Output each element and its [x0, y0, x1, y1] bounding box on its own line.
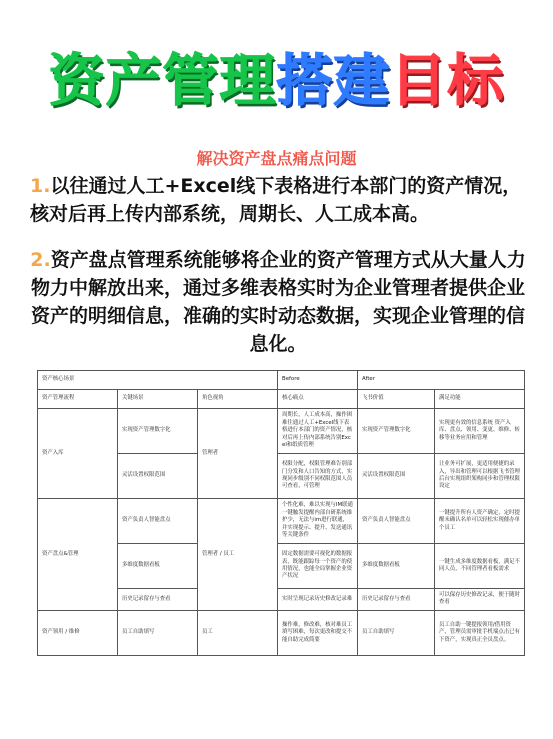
- scene-cell: 实现资产管理数字化: [118, 409, 198, 454]
- point-2: [26, 246, 530, 358]
- pain-cell: 权限分配，权限管理难告别部门分发和人口告知的方式，实现同步级别不同权限范围人员可查看，可管理: [278, 454, 358, 499]
- scene-cell: 多维度数据看板: [118, 544, 198, 589]
- value-cell: 多维度数据看板: [358, 544, 435, 589]
- pain-cell: 操作难，修改难，核对难员工填写困难，每次更改和提交不能自助完成简要: [278, 610, 358, 655]
- group-header-before: Before: [278, 371, 358, 390]
- group-header-scene: 资产核心场景: [38, 371, 278, 390]
- table-row: [38, 610, 525, 655]
- process-cell: 资产入库: [38, 409, 118, 499]
- point-1: [30, 172, 530, 228]
- title-part-goal: 目标: [390, 49, 505, 114]
- pain-cell: 实时呈现记录历史修改记录难: [278, 589, 358, 611]
- point-2-text: 资产盘点管理系统能够将企业的资产管理方式从大量人力物力中解放出来，通过多维表格实时为企业管理者提供企业资产的明细信息，准确的实时动态数据，实现企业管理的信息化。: [30, 249, 526, 355]
- func-cell: 一键提升所有人资产确定，定时提醒未确认名单可以轻松实现催办单个员工: [435, 499, 525, 544]
- role-cell: 管理者 / 员工: [198, 499, 278, 611]
- value-cell: 历史记录留存与查看: [358, 589, 435, 611]
- title-part-asset-management: 资产管理: [48, 49, 277, 114]
- pain-cell: 周期长，人工成本高，操作困难往通过人工+Excel线下表格进行本部门的资产情况，核对后再上传内部系统告别Excel和纸质管理: [278, 409, 358, 454]
- value-cell: 灵活设置权限范围: [358, 454, 435, 499]
- col-header-scene: 关键场景: [118, 390, 198, 409]
- col-header-pain: 核心痛点: [278, 390, 358, 409]
- func-cell: 可以保存历史修改记录，便于随时查看: [435, 589, 525, 611]
- page-title: [0, 50, 553, 114]
- role-cell: 员工: [198, 610, 278, 655]
- value-cell: 资产负责人智能盘点: [358, 499, 435, 544]
- subtitle: 解决资产盘点痛点问题: [196, 149, 357, 168]
- scene-cell: 历史记录留存与查看: [118, 589, 198, 611]
- func-cell: 实现更有效的信息系统 资产入库、盘点、领用、变更、维修、转移等业务应用和管理: [435, 409, 525, 454]
- col-header-value: 飞书价值: [358, 390, 435, 409]
- scene-cell: 资产负责人智能盘点: [118, 499, 198, 544]
- asset-scenario-table: [37, 370, 525, 656]
- table-row: [38, 499, 525, 544]
- title-part-build: 搭建: [276, 49, 391, 114]
- point-2-number: 2.: [30, 249, 51, 271]
- scene-cell: 灵活设置权限范围: [118, 454, 198, 499]
- value-cell: 员工自助填写: [358, 610, 435, 655]
- col-header-process: 资产管理流程: [38, 390, 118, 409]
- func-cell: 一键生成多维度数据看板，满足不同人员，不同管理者看板需求: [435, 544, 525, 589]
- col-header-func: 满足功能: [435, 390, 525, 409]
- func-cell: 员工自助一键提报领用/借用资产，管理员需审批手机端点击已有下资产，实现真正全员盘点。: [435, 610, 525, 655]
- process-cell: 资产盘点&管理: [38, 499, 118, 611]
- group-header-row: [38, 371, 525, 390]
- point-1-number: 1.: [30, 175, 51, 197]
- group-header-after: After: [358, 371, 525, 390]
- value-cell: 实现资产管理数字化: [358, 409, 435, 454]
- scene-cell: 员工自助填写: [118, 610, 198, 655]
- role-cell: 管理者: [198, 409, 278, 499]
- func-cell: 让业务可扩展，更适用便捷的录入，导出和管理可以根据飞书管理后台实现组织架构同步和管理权限设定: [435, 454, 525, 499]
- point-1-text: 以往通过人工+Excel线下表格进行本部门的资产情况，核对后再上传内部系统，周期长、人工成本高。: [30, 175, 522, 225]
- process-cell: 资产领用 / 维修: [38, 610, 118, 655]
- column-header-row: [38, 390, 525, 409]
- pain-cell: 固定数据需要可视化的数据报表，既能跟踪每一个资产的使用情况，也能全局掌握企业资产状况: [278, 544, 358, 589]
- col-header-role: 角色视角: [198, 390, 278, 409]
- table-row: [38, 409, 525, 454]
- pain-cell: 个性化难，难以实现与IM联通一键触发提醒内部自研系统维护少，无法与im进行联通，并实现提示、提升、发送通讯等关键条件: [278, 499, 358, 544]
